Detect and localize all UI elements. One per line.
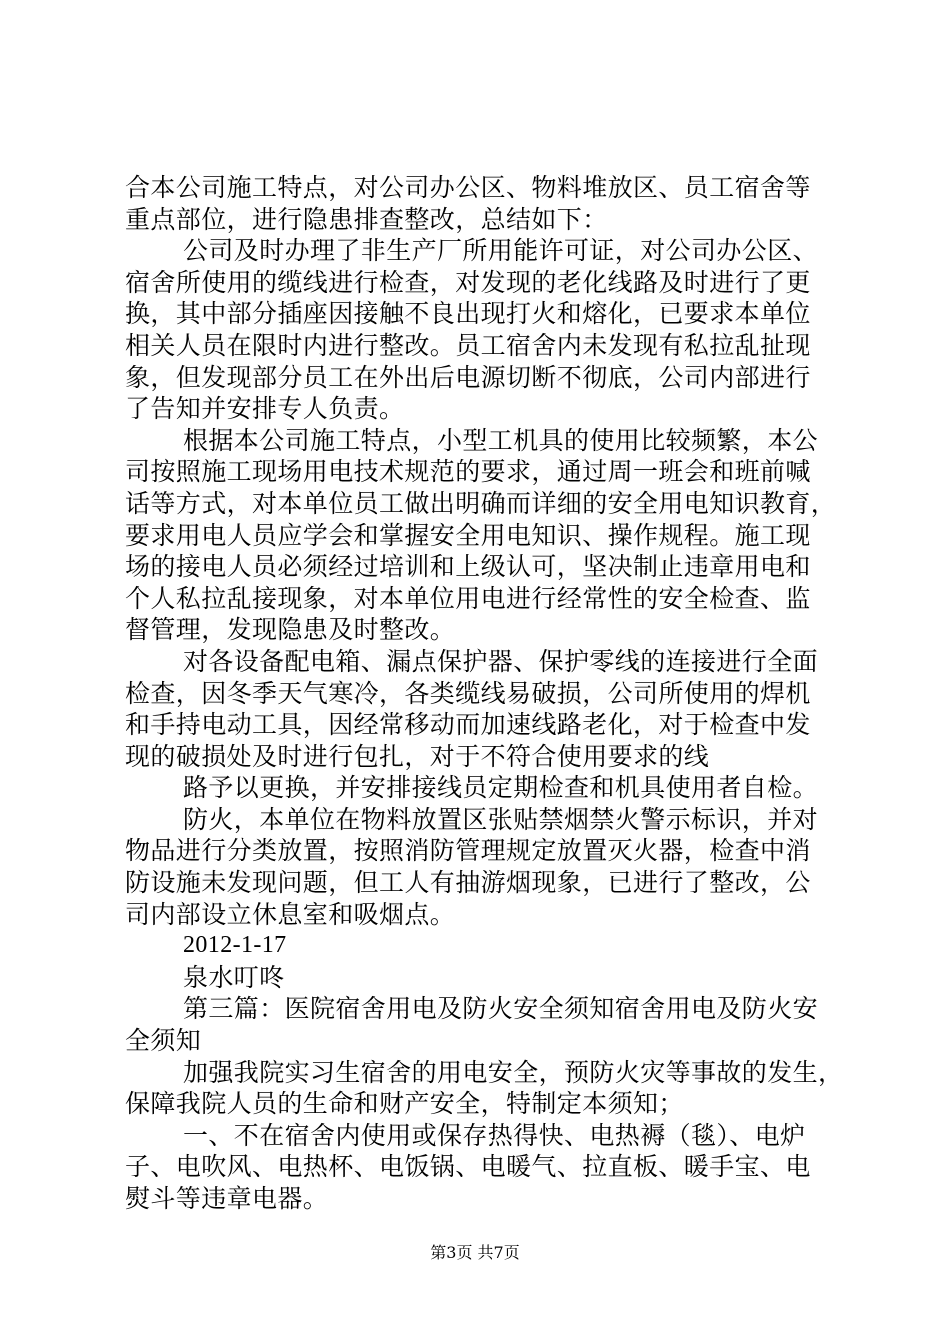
text-line: 了告知并安排专人负责。	[125, 394, 405, 424]
text-line: 对各设备配电箱、漏点保护器、保护零线的连接进行全面	[183, 646, 819, 676]
text-line: 熨斗等违章电器。	[125, 1184, 329, 1213]
document-body	[125, 172, 845, 1215]
text-line: 泉水叮咚	[183, 962, 285, 992]
text-line: 一、不在宿舍内使用或保存热得快、电热褥（毯）、电炉	[183, 1120, 806, 1150]
text-line: 公司及时办理了非生产厂所用能许可证，对公司办公区、	[183, 236, 819, 266]
text-line: 根据本公司施工特点，小型工机具的使用比较频繁，本公	[183, 425, 819, 455]
text-line: 第三篇：医院宿舍用电及防火安全须知宿舍用电及防火安	[183, 994, 819, 1024]
text-line: 全须知	[125, 1026, 202, 1056]
text-line: 相关人员在限时内进行整改。员工宿舍内未发现有私拉乱扯现	[125, 330, 811, 360]
text-line: 司内部设立休息室和吸烟点。	[125, 899, 456, 929]
text-line: 现的破损处及时进行包扎，对于不符合使用要求的线	[125, 741, 710, 771]
text-line: 子、电吹风、电热杯、电饭锅、电暖气、拉直板、暖手宝、电	[125, 1152, 811, 1182]
text-line: 加强我院实习生宿舍的用电安全，预防火灾等事故的发生，	[183, 1057, 844, 1087]
text-line: 路予以更换，并安排接线员定期检查和机具使用者自检。	[183, 773, 819, 803]
text-line: 合本公司施工特点，对公司办公区、物料堆放区、员工宿舍等	[125, 173, 811, 202]
text-line: 象，但发现部分员工在外出后电源切断不彻底，公司内部进行	[125, 362, 811, 392]
text-line: 个人私拉乱接现象，对本单位用电进行经常性的安全检查、监	[125, 583, 811, 613]
text-line: 场的接电人员必须经过培训和上级认可，坚决制止违章用电和	[125, 552, 811, 582]
text-line: 宿舍所使用的缆线进行检查，对发现的老化线路及时进行了更	[125, 267, 811, 297]
text-line: 话等方式，对本单位员工做出明确而详细的安全用电知识教育，	[125, 488, 837, 518]
text-line: 防火，本单位在物料放置区张贴禁烟禁火警示标识，并对	[183, 804, 819, 834]
text-line: 检查，因冬季天气寒冷，各类缆线易破损，公司所使用的焊机	[125, 678, 811, 708]
text-line: 和手持电动工具，因经常移动而加速线路老化，对于检查中发	[125, 710, 811, 740]
text-line: 司按照施工现场用电技术规范的要求，通过周一班会和班前喊	[125, 457, 811, 487]
text-line: 防设施未发现问题，但工人有抽游烟现象，已进行了整改，公	[125, 868, 811, 898]
text-line: 保障我院人员的生命和财产安全，特制定本须知；	[125, 1089, 684, 1119]
text-line: 重点部位，进行隐患排查整改，总结如下：	[125, 204, 608, 234]
text-line: 物品进行分类放置，按照消防管理规定放置灭火器，检查中消	[125, 836, 811, 866]
text-line: 要求用电人员应学会和掌握安全用电知识、操作规程。施工现	[125, 520, 811, 550]
text-line: 换，其中部分插座因接触不良出现打火和熔化，已要求本单位	[125, 299, 811, 329]
page-footer: 第3页 共7页	[430, 1243, 520, 1262]
text-line: 督管理，发现隐患及时整改。	[125, 615, 456, 645]
date-line: 2012-1-17	[183, 932, 287, 959]
